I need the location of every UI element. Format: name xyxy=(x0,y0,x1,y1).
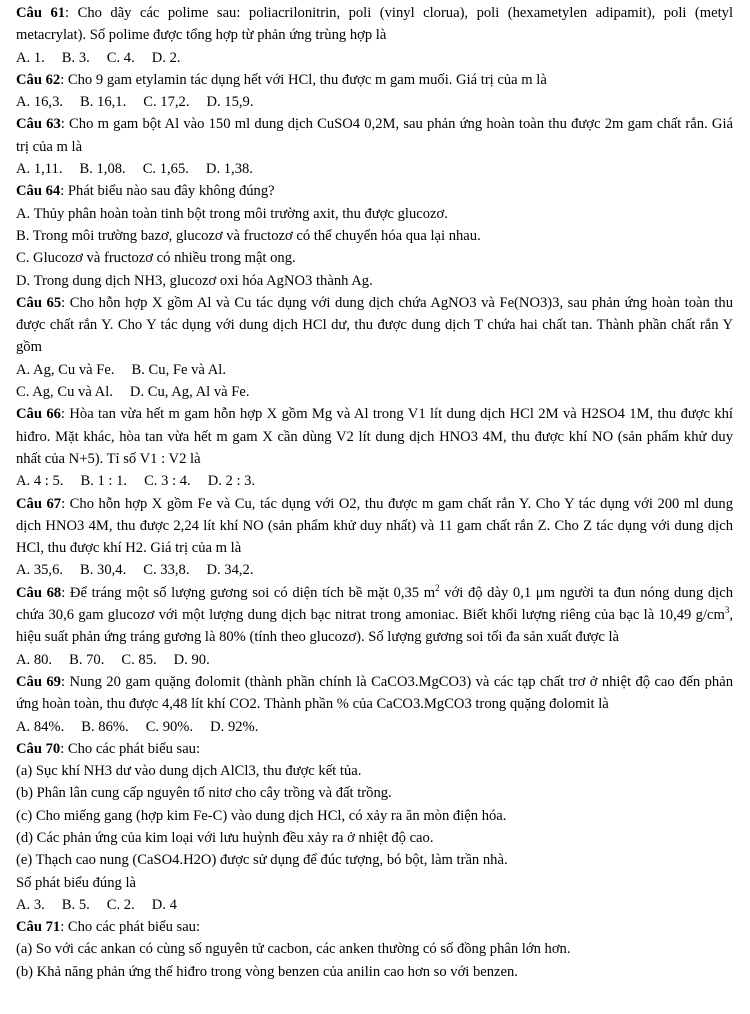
option-d: D. 2. xyxy=(151,49,181,66)
question-label: Câu 65 xyxy=(16,294,62,311)
question-text-part-3: , hiệu suất phản ứng tráng gương là 80% (tính theo glucozơ). Số lượng gương soi tối đa sản xuất được là xyxy=(16,607,733,646)
question-stem: Câu 68: Để tráng một số lượng gương soi có diện tích bề mặt 0,35 $m^2$ với độ dày 0,1 μm người ta đun nóng dung dịch chứa 30,6 gam glucozơ với một lượng dung dịch bạc nitrat trong amoniac. Biết khối lượng riêng của bạc là 10,49 $g/cm^3$, hiệu suất phản ứng tráng gương là 80% (tính theo glucozơ). Số lượng gương soi tối đa sản xuất được là xyxy=(16,582,734,646)
superscript-2: 2 xyxy=(435,582,440,593)
option-c: C. 85. xyxy=(121,651,157,668)
question-text: Hòa tan vừa hết m gam hỗn hợp X gồm Mg và Al trong V1 lít dung dịch HCl 2M và H2SO4 1M, thu được khí hiđro. Mặt khác, hòa tan vừa hết m gam X cần dùng V2 lít dung dịch HNO3 4M, thu được khí NO (sản phẩm khử duy nhất của N+5). Tỉ số V1 : V2 là xyxy=(16,406,733,467)
question-stem: Câu 64: Phát biểu nào sau đây không đúng? xyxy=(16,183,275,200)
question-stem: Câu 61: Cho dãy các polime sau: poliacrilonitrin, poli (vinyl clorua), poli (hexametylen adipamit), poli (metyl metacrylat). Số polime được tổng hợp từ phản ứng trùng hợp là xyxy=(16,5,734,44)
question-label: Câu 70 xyxy=(16,740,61,757)
option-a: A. 1. xyxy=(16,49,45,66)
option-a: A. 80. xyxy=(16,651,53,668)
option-d: D. Trong dung dịch NH3, glucozơ oxi hóa AgNO3 thành Ag. xyxy=(16,272,373,289)
statement-c: (c) Cho miếng gang (hợp kim Fe-C) vào dung dịch HCl, có xảy ra ăn mòn điện hóa. xyxy=(16,807,507,824)
statement-b: (b) Phân lân cung cấp nguyên tố nitơ cho cây trồng và đất trồng. xyxy=(16,785,392,802)
statement-e: (e) Thạch cao nung (CaSO4.H2O) được sử dụng để đúc tượng, bó bột, làm trần nhà. xyxy=(16,852,508,869)
question-label: Câu 61 xyxy=(16,5,66,21)
question-stem: Câu 71: Cho các phát biểu sau: xyxy=(16,919,201,936)
question-label: Câu 63 xyxy=(16,116,61,133)
option-c: C. 2. xyxy=(106,896,135,913)
option-c: C. 4. xyxy=(106,49,135,66)
question-stem: Câu 63: Cho m gam bột Al vào 150 ml dung dịch CuSO4 0,2M, sau phản ứng hoàn toàn thu được 2m gam chất rắn. Giá trị của m là xyxy=(16,116,734,155)
question-66 xyxy=(16,403,733,492)
option-a: A. 3. xyxy=(16,896,45,913)
answer-options-row-1 xyxy=(16,359,733,381)
question-text: Cho dãy các polime sau: poliacrilonitrin, poli (vinyl clorua), poli (hexametylen adipamit), poli (metyl metacrylat). Số polime được tổng hợp từ phản ứng trùng hợp là xyxy=(16,5,734,44)
question-63 xyxy=(16,113,733,180)
question-text: Nung 20 gam quặng đolomit (thành phần chính là CaCO3.MgCO3) và các tạp chất trơ ở nhiệt độ cao đến phản ứng hoàn toàn, thu được 4,48 lít khí CO2. Thành phần % của CaCO3.MgCO3 trong quặng đolomit là xyxy=(16,673,733,713)
question-stem: Câu 62: Cho 9 gam etylamin tác dụng hết với HCl, thu được m gam muối. Giá trị của m là xyxy=(16,71,547,88)
question-68 xyxy=(16,582,733,671)
answer-options xyxy=(16,91,733,113)
option-c: C. Glucozơ và fructozơ có nhiều trong mật ong. xyxy=(16,250,296,267)
option-b: B. 5. xyxy=(61,896,90,913)
question-text: Cho hỗn hợp X gồm Fe và Cu, tác dụng với O2, thu được m gam chất rắn Y. Cho Y tác dụng với 200 ml dung dịch HNO3 4M, thu được 2,24 lít khí NO (sản phẩm khử duy nhất) và 11 gam chất rắn Z. Cho Z tác dụng với dung dịch HCl, thu được khí H2. Giá trị của m là xyxy=(16,495,734,557)
answer-options xyxy=(16,470,733,492)
option-c: C. 33,8. xyxy=(143,562,190,579)
option-d: D. 4 xyxy=(151,896,177,913)
statement-d: (d) Các phản ứng của kim loại với lưu huỳnh đều xảy ra ở nhiệt độ cao. xyxy=(16,829,434,846)
question-stem: Câu 69: Nung 20 gam quặng đolomit (thành phần chính là CaCO3.MgCO3) và các tạp chất trơ ở nhiệt độ cao đến phản ứng hoàn toàn, thu được 4,48 lít khí CO2. Thành phần % của CaCO3.MgCO3 trong quặng đolomit là xyxy=(16,673,733,713)
question-text: Cho các phát biểu sau: xyxy=(67,740,201,757)
question-text: Cho các phát biểu sau: xyxy=(67,919,201,936)
option-c: C. 1,65. xyxy=(142,161,189,178)
question-stem: Câu 66: Hòa tan vừa hết m gam hỗn hợp X gồm Mg và Al trong V1 lít dung dịch HCl 2M và H2SO4 1M, thu được khí hiđro. Mặt khác, hòa tan vừa hết m gam X cần dùng V2 lít dung dịch HNO3 4M, thu được khí NO (sản phẩm khử duy nhất của N+5). Tỉ số V1 : V2 là xyxy=(16,406,733,467)
question-64 xyxy=(16,180,733,291)
answer-options xyxy=(16,559,733,581)
question-62 xyxy=(16,69,733,114)
answer-options-row-2 xyxy=(16,381,733,403)
answer-options xyxy=(16,158,733,180)
option-b: B. 70. xyxy=(69,651,105,668)
option-d: D. 1,38. xyxy=(205,161,253,178)
question-text-part-1: Để tráng một số lượng gương soi có diện tích bề mặt 0,35 m xyxy=(69,584,436,601)
option-b: B. 86%. xyxy=(81,718,129,735)
question-label: Câu 62 xyxy=(16,71,61,88)
question-label: Câu 68 xyxy=(16,584,62,601)
question-71 xyxy=(16,916,733,983)
statement-b: (b) Khả năng phản ứng thế hiđro trong vòng benzen của anilin cao hơn so với benzen. xyxy=(16,963,518,980)
option-b: B. 1,08. xyxy=(79,161,126,178)
option-d: D. 2 : 3. xyxy=(207,473,256,490)
option-b: B. Cu, Fe và Al. xyxy=(131,361,226,378)
question-text-part-2: với độ dày 0,1 μm người ta đun nóng dung dịch chứa 30,6 gam glucozơ với một lượng dung dịch bạc nitrat trong amoniac. Biết khối lượng riêng của bạc là 10,49 g/cm xyxy=(16,584,734,624)
question-text: Cho hỗn hợp X gồm Al và Cu tác dụng với dung dịch chứa AgNO3 và Fe(NO3)3, sau phản ứng hoàn toàn thu được chất rắn Y. Cho Y tác dụng với dung dịch HCl dư, thu được dung dịch T chứa hai chất tan. Thành phần chất rắn Y gồm xyxy=(16,294,733,356)
question-text: Cho m gam bột Al vào 150 ml dung dịch CuSO4 0,2M, sau phản ứng hoàn toàn thu được 2m gam chất rắn. Giá trị của m là xyxy=(16,116,734,155)
option-d: D. 92%. xyxy=(210,718,259,735)
option-a: A. 4 : 5. xyxy=(16,473,64,490)
question-prompt: Số phát biểu đúng là xyxy=(16,874,136,891)
superscript-3: 3 xyxy=(724,605,730,616)
question-67 xyxy=(16,493,733,582)
question-label: Câu 66 xyxy=(16,406,61,423)
question-label: Câu 71 xyxy=(16,919,61,936)
option-b: B. Trong môi trường bazơ, glucozơ và fructozơ có thể chuyển hóa qua lại nhau. xyxy=(16,227,481,244)
question-text: Phát biểu nào sau đây không đúng? xyxy=(67,183,275,200)
option-a: A. 84%. xyxy=(16,718,65,735)
question-stem: Câu 65: Cho hỗn hợp X gồm Al và Cu tác dụng với dung dịch chứa AgNO3 và Fe(NO3)3, sau phản ứng hoàn toàn thu được chất rắn Y. Cho Y tác dụng với dung dịch HCl dư, thu được dung dịch T chứa hai chất tan. Thành phần chất rắn Y gồm xyxy=(16,294,733,356)
answer-options xyxy=(16,716,733,738)
option-c: C. Ag, Cu và Al. xyxy=(16,384,113,401)
question-text: Cho 9 gam etylamin tác dụng hết với HCl, thu được m gam muối. Giá trị của m là xyxy=(67,71,547,88)
option-c: C. 3 : 4. xyxy=(144,473,191,490)
option-d: D. 34,2. xyxy=(206,562,254,579)
question-label: Câu 64 xyxy=(16,183,61,200)
option-b: B. 1 : 1. xyxy=(80,473,128,490)
question-70 xyxy=(16,738,733,916)
option-d: D. Cu, Ag, Al và Fe. xyxy=(129,384,250,401)
answer-options xyxy=(16,649,733,671)
statement-a: (a) Sục khí NH3 dư vào dung dịch AlCl3, thu được kết tủa. xyxy=(16,763,362,780)
answer-options xyxy=(16,894,733,916)
option-a: A. 35,6. xyxy=(16,562,64,579)
option-a: A. Ag, Cu và Fe. xyxy=(16,361,115,378)
option-a: A. 16,3. xyxy=(16,94,64,111)
option-b: B. 16,1. xyxy=(80,94,127,111)
answer-options xyxy=(16,47,733,69)
option-a: A. 1,11. xyxy=(16,161,63,178)
question-stem: Câu 70: Cho các phát biểu sau: xyxy=(16,740,201,757)
question-stem: Câu 67: Cho hỗn hợp X gồm Fe và Cu, tác dụng với O2, thu được m gam chất rắn Y. Cho Y tác dụng với 200 ml dung dịch HNO3 4M, thu được 2,24 lít khí NO (sản phẩm khử duy nhất) và 11 gam chất rắn Z. Cho Z tác dụng với dung dịch HCl, thu được khí H2. Giá trị của m là xyxy=(16,495,734,557)
question-65 xyxy=(16,292,733,403)
option-d: D. 15,9. xyxy=(206,94,254,111)
statement-a: (a) So với các ankan có cùng số nguyên tử cacbon, các anken thường có số đồng phân lớn hơn. xyxy=(16,941,571,958)
option-a: A. Thủy phân hoàn toàn tinh bột trong môi trường axit, thu được glucozơ. xyxy=(16,205,448,222)
option-c: C. 17,2. xyxy=(143,94,190,111)
question-69 xyxy=(16,671,733,738)
option-b: B. 3. xyxy=(61,49,90,66)
option-b: B. 30,4. xyxy=(80,562,127,579)
question-61 xyxy=(16,2,733,69)
option-c: C. 90%. xyxy=(145,718,194,735)
question-label: Câu 67 xyxy=(16,495,62,512)
question-label: Câu 69 xyxy=(16,673,61,690)
option-d: D. 90. xyxy=(173,651,210,668)
